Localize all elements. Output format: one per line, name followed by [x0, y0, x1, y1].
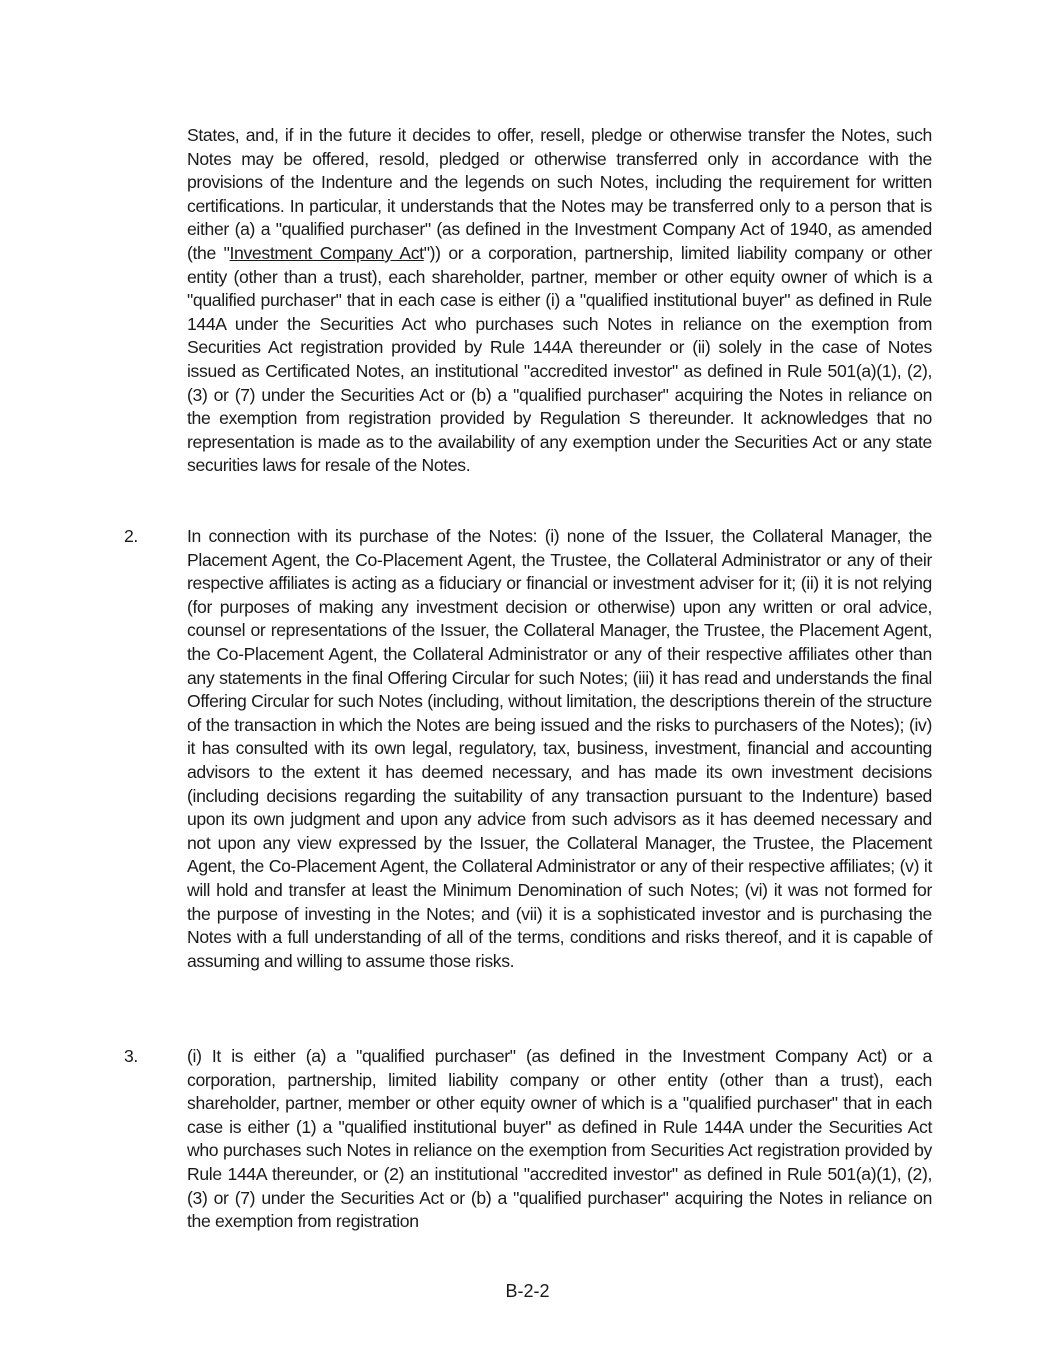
item-text: (i) It is either (a) a "qualified purchaser" (as defined in the Investment Company Act) or a corporation, partnership, limited liability company or other entity (other than a trust), each shareholder, partner, member or other equity owner of which is a "qualified purchaser" that in each case is either (1) a "qualified institutional buyer" as defined in Rule 144A under the Securities Act who purchases such Notes in reliance on the exemption from Securities Act registration provided by Rule 144A thereunder, or (2) an institutional "accredited investor" as defined in Rule 501(a)(1), (2), (3) or (7) under the Securities Act or (b) a "qualified purchaser" acquiring the Notes in reliance on the exemption from registration — [187, 1046, 932, 1232]
defined-term-investment-company-act: Investment Company Act — [229, 242, 424, 263]
continuation-paragraph — [187, 124, 932, 478]
page-number-footer: B-2-2 — [505, 1281, 550, 1301]
item-number: 2. — [124, 526, 138, 546]
paragraph-text-after-term: ")) or a corporation, partnership, limited liability company or other entity (other than a trust), each shareholder, partner, member or other equity owner of which is a "qualified purchaser" that in each case is either (i) a "qualified institutional buyer" as defined in Rule 144A under the Securities Act who purchases such Notes in reliance on the exemption from Securities Act registration provided by Rule 144A thereunder or (ii) solely in the case of Notes issued as Certificated Notes, an institutional "accredited investor" as defined in Rule 501(a)(1), (2), (3) or (7) under the Securities Act or (b) a "qualified purchaser" acquiring the Notes in reliance on the exemption from registration provided by Regulation S thereunder. It acknowledges that no representation is made as to the availability of any exemption under the Securities Act or any state securities laws for resale of the Notes. — [187, 242, 932, 476]
item-number: 3. — [124, 1046, 138, 1066]
item-text: In connection with its purchase of the Notes: (i) none of the Issuer, the Collateral Manager, the Placement Agent, the Co-Placement Agent, the Trustee, the Collateral Administrator or any of their respective affiliates is acting as a fiduciary or financial or investment adviser for it; (ii) it is not relying (for purposes of making any investment decision or otherwise) upon any written or oral advice, counsel or representations of the Issuer, the Collateral Manager, the Trustee, the Placement Agent, the Co-Placement Agent, the Collateral Administrator or any of their respective affiliates other than any statements in the final Offering Circular for such Notes; (iii) it has read and understands the final Offering Circular for such Notes (including, without limitation, the descriptions therein of the structure of the transaction in which the Notes are being issued and the risks to purchasers of the Notes); (iv) it has consulted with its own legal, regulatory, tax, business, investment, financial and accounting advisors to the extent it has deemed necessary, and has made its own investment decisions (including decisions regarding the suitability of any transaction pursuant to the Indenture) based upon its own judgment and upon any advice from such advisors as it has deemed necessary and not upon any view expressed by the Issuer, the Collateral Manager, the Trustee, the Placement Agent, the Co-Placement Agent, the Collateral Administrator or any of their respective affiliates; (v) it will hold and transfer at least the Minimum Denomination of such Notes; (vi) it was not formed for the purpose of investing in the Notes; and (vii) it is a sophisticated investor and is purchasing the Notes with a full understanding of all of the terms, conditions and risks thereof, and it is capable of assuming and willing to assume those risks. — [187, 526, 932, 971]
paragraph-text-before-term: States, and, if in the future it decides to offer, resell, pledge or otherwise transfer the Notes, such Notes may be offered, resold, pledged or otherwise transferred only in accordance with the provisions of the Indenture and the legends on such Notes, including the requirement for written certifications. In particular, it understands that the Notes may be transferred only to a person that is either (a) a "qualified purchaser" (as defined in the Investment Company Act of 1940, as amended (the " — [187, 125, 932, 263]
